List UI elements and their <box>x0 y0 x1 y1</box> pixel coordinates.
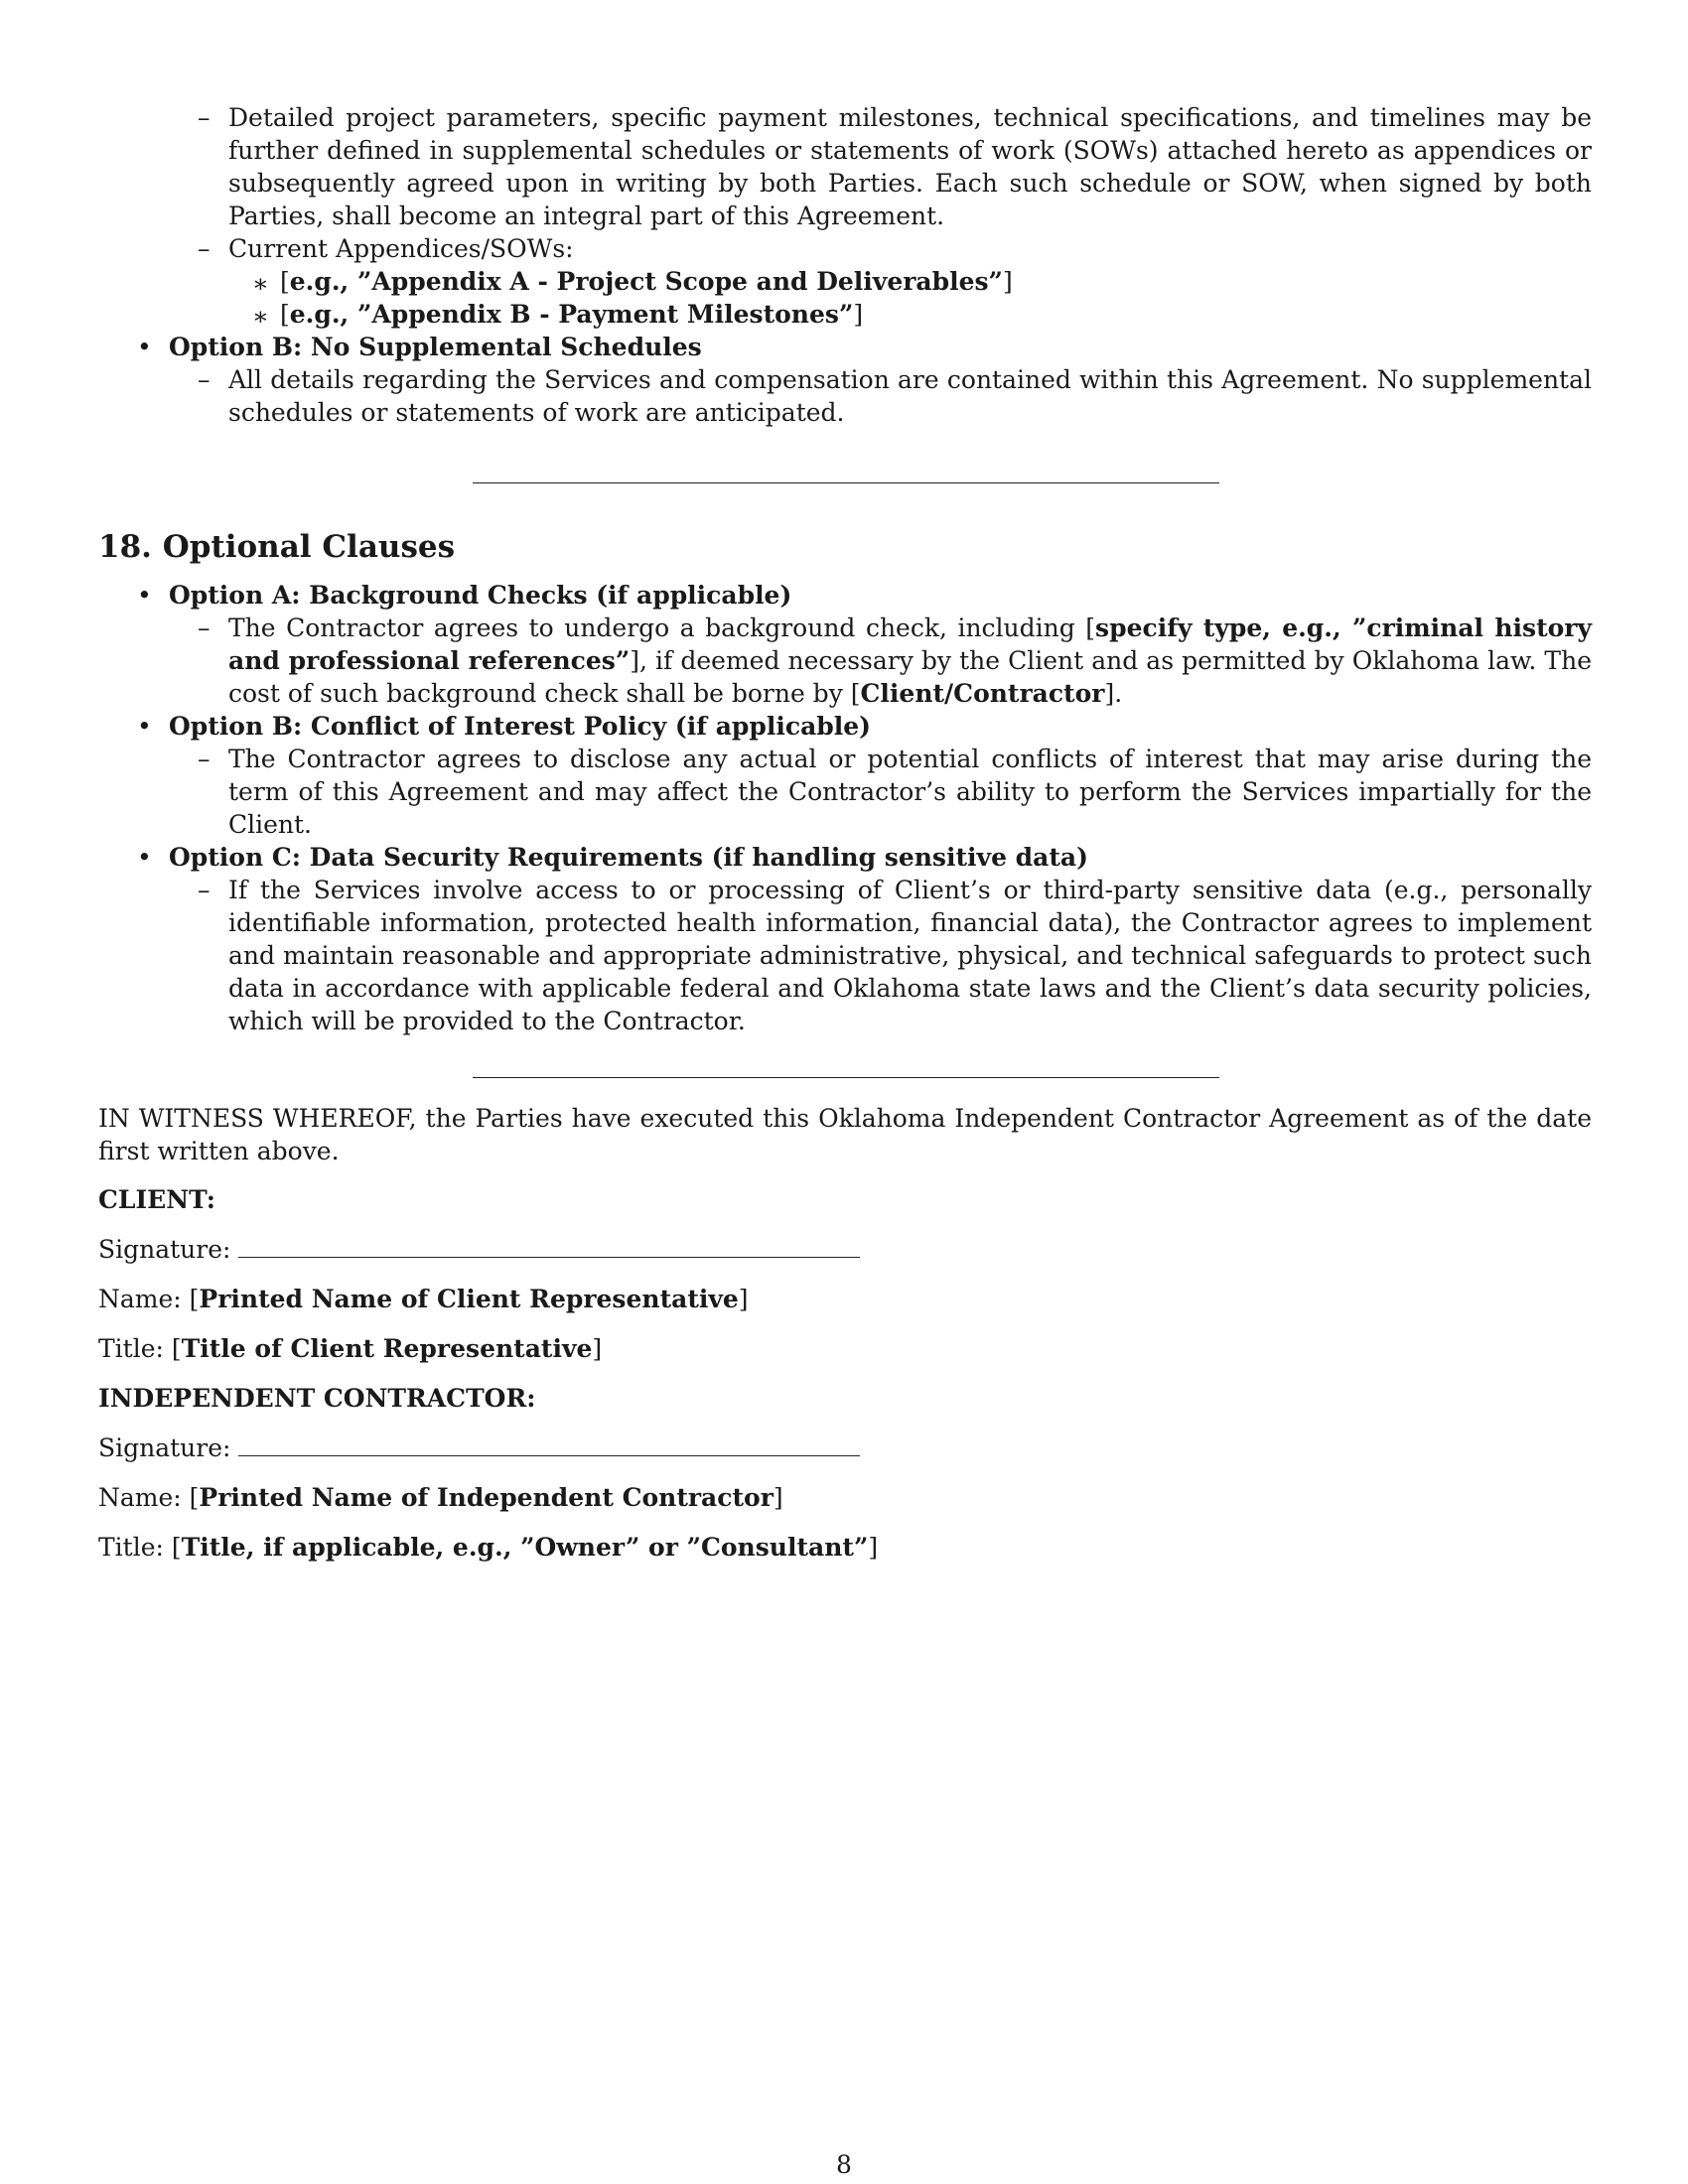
contractor-title-value: Title, if applicable, e.g., ”Owner” or ”Consultant” <box>181 1533 869 1562</box>
bullet-marker: • <box>137 843 152 872</box>
client-title-label: Title: <box>98 1334 164 1363</box>
dash-marker: – <box>198 103 211 132</box>
clause-option-a-text-post: ]. <box>1104 679 1123 708</box>
clause-option-b-item <box>98 743 1592 841</box>
client-title-row: Title: [Title of Client Representative] <box>98 1334 603 1363</box>
schedules-option-b-item <box>98 363 1592 429</box>
client-signature-line[interactable] <box>238 1235 860 1258</box>
section-divider <box>473 1077 1219 1078</box>
contractor-name-label: Name: <box>98 1483 182 1512</box>
client-signature-label: Signature: <box>98 1235 231 1264</box>
schedule-detail-item <box>98 101 1592 232</box>
schedules-option-b-title: Option B: No Supplemental Schedules <box>169 333 702 361</box>
contractor-title-label: Title: <box>98 1533 164 1562</box>
clause-option-c-title: Option C: Data Security Requirements (if handling sensitive data) <box>169 843 1088 872</box>
witness-statement: IN WITNESS WHEREOF, the Parties have executed this Oklahoma Independent Contractor Agreement as of the date first written above. <box>98 1104 1592 1165</box>
current-appendices-item <box>98 232 1592 265</box>
client-signature-row <box>98 1233 1592 1266</box>
bullet-marker: • <box>137 333 152 361</box>
clause-option-c-item <box>98 874 1592 1037</box>
contractor-title-row: Title: [Title, if applicable, e.g., ”Owner” or ”Consultant”] <box>98 1533 879 1562</box>
contractor-heading: INDEPENDENT CONTRACTOR: <box>98 1384 536 1413</box>
star-marker: ∗ <box>252 302 269 331</box>
clause-option-b <box>98 710 1592 743</box>
clause-option-b-title: Option B: Conflict of Interest Policy (if applicable) <box>169 712 871 741</box>
clause-option-a-title: Option A: Background Checks (if applicable) <box>169 581 792 610</box>
page-number: 8 <box>836 2150 852 2179</box>
clause-option-c-text: If the Services involve access to or processing of Client’s or third-party sensitive data (e.g., personally identifiable information, protected health information, financial data), the Contractor agrees to implement and maintain reasonable and appropriate administrative, physical, and technical safeguards to protect such data in accordance with applicable federal and Oklahoma state laws and the Client’s data security policies, which will be provided to the Contractor. <box>228 876 1592 1035</box>
client-name-row: Name: [Printed Name of Client Representative] <box>98 1285 749 1313</box>
section-divider <box>473 482 1219 483</box>
clause-option-c <box>98 841 1592 874</box>
appendix-item-b: ∗ [e.g., ”Appendix B - Payment Milestones”] <box>252 300 864 331</box>
dash-marker: – <box>198 234 211 263</box>
clause-option-a-item <box>98 612 1592 710</box>
bullet-marker: • <box>137 712 152 741</box>
contractor-name-row: Name: [Printed Name of Independent Contractor] <box>98 1483 783 1512</box>
star-marker: ∗ <box>252 269 269 298</box>
schedules-option-b <box>98 331 1592 363</box>
dash-marker: – <box>198 876 211 904</box>
appendix-b-text: e.g., ”Appendix B - Payment Milestones” <box>289 300 854 329</box>
contractor-signature-label: Signature: <box>98 1433 231 1462</box>
dash-marker: – <box>198 365 211 394</box>
schedule-detail-text: Detailed project parameters, specific payment milestones, technical specifications, and timelines may be further defined in supplemental schedules or statements of work (SOWs) attached hereto as appendices or subsequently agreed upon in writing by both Parties. Each such schedule or SOW, when signed by both Parties, shall become an integral part of this Agreement. <box>228 103 1592 230</box>
contractor-signature-row <box>98 1432 1592 1464</box>
clause-option-a-text-mid: ], if deemed necessary by the Client and as permitted by Oklahoma law. The cost of such background check shall be borne by [ <box>228 646 1592 708</box>
section-heading: 18. Optional Clauses <box>98 529 456 565</box>
placeholder-cost-party: Client/Contractor <box>860 679 1105 708</box>
schedules-option-b-text: All details regarding the Services and compensation are contained within this Agreement. No supplemental schedules or statements of work are anticipated. <box>228 365 1592 427</box>
client-name-value: Printed Name of Client Representative <box>199 1285 739 1313</box>
client-title-value: Title of Client Representative <box>181 1334 593 1363</box>
clause-option-b-text: The Contractor agrees to disclose any actual or potential conflicts of interest that may arise during the term of this Agreement and may affect the Contractor’s ability to perform the Services impartially for the Client. <box>228 745 1592 839</box>
contractor-name-value: Printed Name of Independent Contractor <box>199 1483 774 1512</box>
current-appendices-text: Current Appendices/SOWs: <box>228 234 574 263</box>
contractor-signature-line[interactable] <box>238 1433 860 1456</box>
dash-marker: – <box>198 745 211 773</box>
clause-option-a <box>98 579 1592 612</box>
dash-marker: – <box>198 614 211 642</box>
appendix-a-text: e.g., ”Appendix A - Project Scope and Deliverables” <box>289 267 1003 296</box>
document-page <box>98 101 1592 1564</box>
client-name-label: Name: <box>98 1285 182 1313</box>
bullet-marker: • <box>137 581 152 610</box>
clause-option-a-text-pre: The Contractor agrees to undergo a background check, including [ <box>228 614 1096 642</box>
appendix-item-a: ∗ [e.g., ”Appendix A - Project Scope and Deliverables”] <box>252 267 1013 298</box>
placeholder-background-type: specify type, e.g., ”criminal history and professional references” <box>228 614 1592 675</box>
client-heading: CLIENT: <box>98 1185 216 1214</box>
